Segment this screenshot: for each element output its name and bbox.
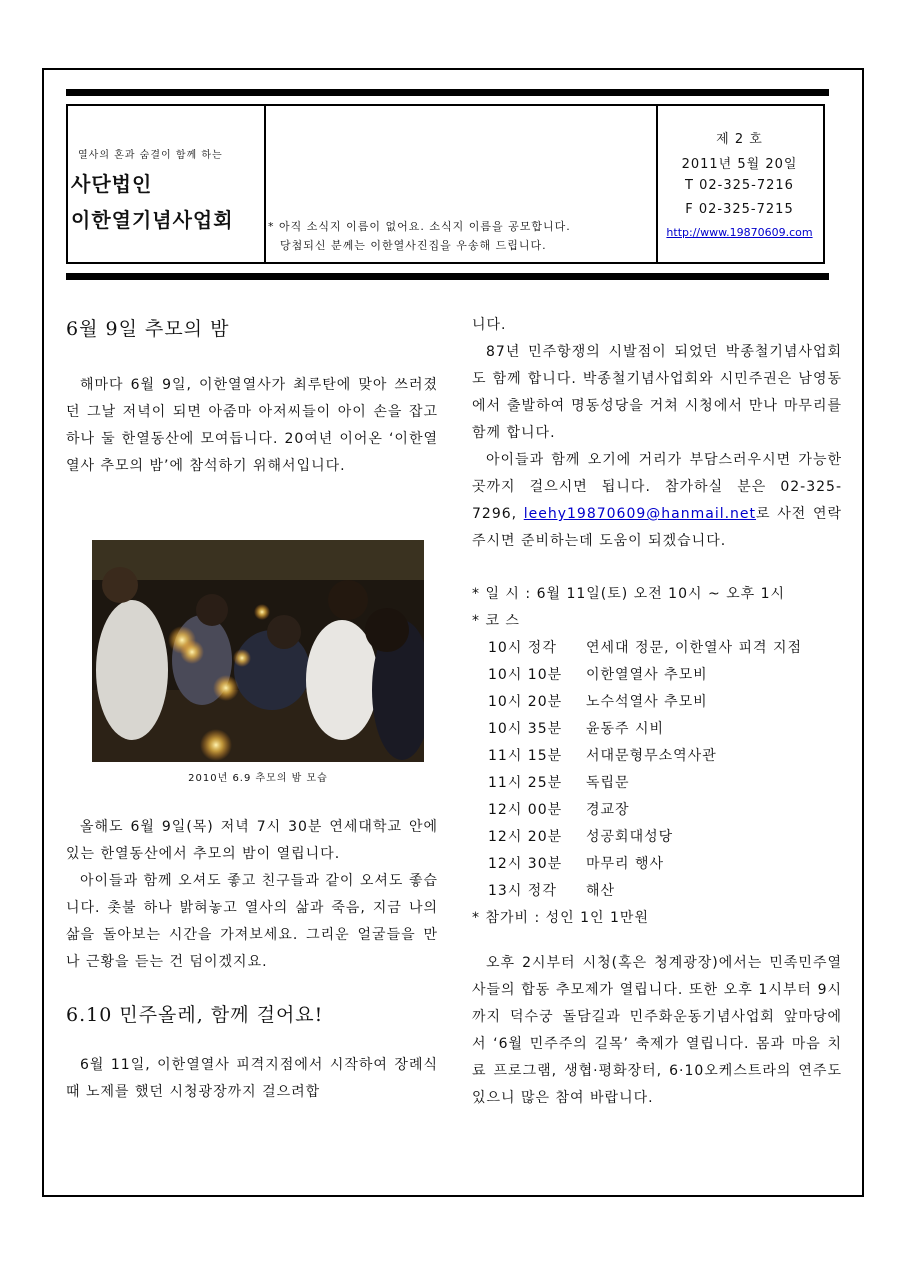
fee-line: * 참가비 : 성인 1인 1만원 [472, 910, 649, 926]
course-place: 서대문형무소역사관 [586, 748, 717, 764]
website-link[interactable]: http://www.19870609.com [666, 226, 813, 239]
right-column [472, 312, 842, 1112]
course-time: 11시 15분 [488, 748, 563, 764]
course-time: 10시 정각 [488, 640, 557, 656]
org-name-line1: 사단법인 [71, 172, 153, 196]
masthead-bottom-rule [66, 273, 829, 280]
memorial-date-paragraph: 올해도 6월 9일(목) 저녁 7시 30분 연세대학교 안에 있는 한열동산에서 추모의 밤이 열립니다. [66, 819, 438, 862]
fax-number: F 02-325-7215 [685, 202, 794, 217]
heading-memorial-night: 6월 9일 추모의 밤 [66, 318, 230, 340]
masthead [66, 104, 825, 264]
org-name-line2: 이한열기념사업회 [71, 208, 234, 232]
left-column [66, 312, 438, 480]
masthead-info-cell [656, 106, 823, 262]
walk-intro-paragraph: 6월 11일, 이한열열사 피격지점에서 시작하여 장례식 때 노제를 했던 시청광장까지 걸으려합 [66, 1057, 438, 1100]
schedule-line: * 일 시 : 6월 11일(토) 오전 10시 ~ 오후 1시 [472, 586, 786, 602]
course-item [488, 851, 842, 878]
course-place: 마무리 행사 [586, 856, 665, 872]
course-item [488, 743, 842, 770]
memorial-photo [92, 540, 424, 762]
phone-number: T 02-325-7216 [685, 178, 794, 193]
course-place: 연세대 정문, 이한열사 피격 지점 [586, 640, 803, 656]
email-link[interactable]: leehy19870609@hanmail.net [523, 506, 757, 522]
course-time: 12시 00분 [488, 802, 563, 818]
park-jongcheol-paragraph: 87년 민주항쟁의 시발점이 되었던 박종철기념사업회도 함께 합니다. 박종철기념사업회와 시민주권은 남영동에서 출발하여 명동성당을 거쳐 시청에서 만나 마무리를 함께 합니다. [472, 344, 842, 441]
schedule-block [472, 581, 842, 932]
memorial-invite-paragraph: 아이들과 함께 오셔도 좋고 친구들과 같이 오셔도 좋습니다. 촛불 하나 밝혀놓고 열사의 삶과 죽음, 지금 나의 삶을 돌아보는 시간을 가져보세요. 그리운 얼굴들을 만나 근황을 듣는 건 덤이겠지요. [66, 873, 438, 970]
course-time: 11시 25분 [488, 775, 563, 791]
left-column-lower [66, 814, 438, 1106]
course-place: 경교장 [586, 802, 630, 818]
course-place: 이한열열사 추모비 [586, 667, 708, 683]
course-label: * 코 스 [472, 613, 520, 629]
participation-lead: 아이들과 함께 오기에 거리가 부담스러우시면 가능한 곳까지 걸으시면 됩니다. 참가하실 분은 02-325-7296, [472, 452, 842, 522]
course-time: 10시 10분 [488, 667, 563, 683]
participation-paragraph [472, 447, 842, 555]
heading-democracy-walk: 6.10 민주올레, 함께 걸어요! [66, 1004, 324, 1026]
course-time: 13시 정각 [488, 883, 557, 899]
course-item [488, 824, 842, 851]
course-time: 12시 20분 [488, 829, 563, 845]
course-place: 독립문 [586, 775, 630, 791]
course-item [488, 770, 842, 797]
memorial-intro-paragraph: 해마다 6월 9일, 이한열열사가 최루탄에 맞아 쓰러졌던 그날 저녁이 되면 아줌마 아저씨들이 아이 손을 잡고 하나 둘 한열동산에 모여듭니다. 20여년 이어온 ‘이한열열사 추모의 밤’에 참석하기 위해서입니다. [66, 377, 438, 474]
walk-intro-continued: 니다. [472, 317, 507, 333]
course-item [488, 797, 842, 824]
notice-line1: * 아직 소식지 이름이 없어요. 소식지 이름을 공모합니다. [268, 220, 571, 233]
course-time: 12시 30분 [488, 856, 563, 872]
course-list [472, 635, 842, 905]
issue-number: 제 2 호 [716, 132, 763, 147]
joint-memorial-paragraph: 오후 2시부터 시청(혹은 청계광장)에서는 민족민주열사들의 합동 추모제가 열립니다. 또한 오후 1시부터 9시까지 덕수궁 돌담길과 민주화운동기념사업회 앞마당에서 ‘6월 민주주의 길목’ 축제가 열립니다. 몸과 마음 치료 프로그램, 생협·평화장터, 6·10오케스트라의 연주도 있으니 많은 참여 바랍니다. [472, 955, 842, 1106]
candlelight-vigil-image [92, 540, 424, 762]
course-place: 해산 [586, 883, 616, 899]
course-place: 윤동주 시비 [586, 721, 665, 737]
photo-caption: 2010년 6.9 추모의 밤 모습 [188, 773, 328, 784]
issue-date: 2011년 5월 20일 [681, 157, 798, 172]
course-time: 10시 20분 [488, 694, 563, 710]
course-item [488, 689, 842, 716]
course-item [488, 662, 842, 689]
course-time: 10시 35분 [488, 721, 563, 737]
masthead-org-cell [68, 106, 266, 262]
course-item [488, 716, 842, 743]
notice-line2: 당첨되신 분께는 이한열사진집을 우송해 드립니다. [280, 239, 547, 252]
course-place: 노수석열사 추모비 [586, 694, 708, 710]
masthead-notice-cell [264, 106, 658, 262]
top-rule [66, 89, 829, 96]
participation-tail: 로 사전 연락 주시면 준비하는데 도움이 되겠습니다. [472, 506, 842, 549]
course-item [488, 878, 842, 905]
course-item [488, 635, 842, 662]
tagline: 열사의 혼과 숨결이 함께 하는 [78, 150, 223, 161]
course-place: 성공회대성당 [586, 829, 674, 845]
